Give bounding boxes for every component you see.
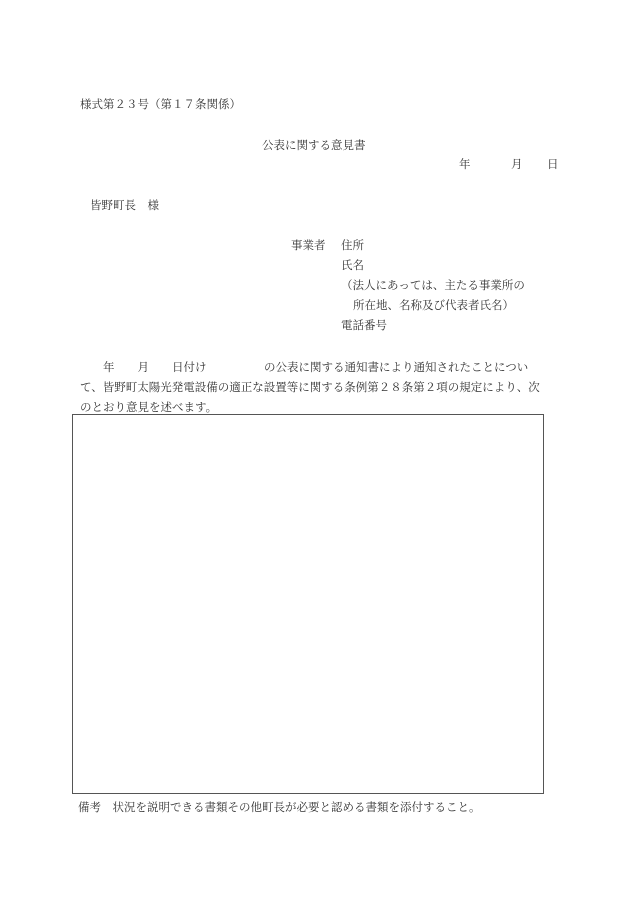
remarks-note: 備考 状況を説明できる書類その他町長が必要と認める書類を添付すること。 <box>78 800 481 814</box>
form-number: 様式第２３号（第１７条関係） <box>80 97 241 111</box>
date-day-label: 日 <box>547 157 559 171</box>
address-label: 住所 <box>341 238 364 252</box>
name-label: 氏名 <box>341 258 364 272</box>
addressee: 皆野町長 様 <box>90 198 159 212</box>
date-month-label: 月 <box>511 157 523 171</box>
date-year-label: 年 <box>459 157 471 171</box>
body-paragraph <box>80 357 550 417</box>
name-note-line1: （法人にあっては、主たる事業所の <box>341 278 525 292</box>
applicant-section-label: 事業者 <box>291 238 326 252</box>
opinion-box[interactable] <box>72 414 544 794</box>
body-line-1: 年 月 日付け の公表に関する通知書により通知されたことについ <box>80 360 529 374</box>
applicant-block <box>291 238 525 338</box>
phone-label: 電話番号 <box>341 318 387 332</box>
name-note-line2: 所在地、名称及び代表者氏名） <box>353 298 514 312</box>
document-title: 公表に関する意見書 <box>262 138 366 152</box>
body-line-2: て、皆野町太陽光発電設備の適正な設置等に関する条例第２８条第２項の規定により、次 <box>80 380 540 394</box>
date-line <box>459 157 559 171</box>
body-line-3: のとおり意見を述べます。 <box>80 400 218 414</box>
